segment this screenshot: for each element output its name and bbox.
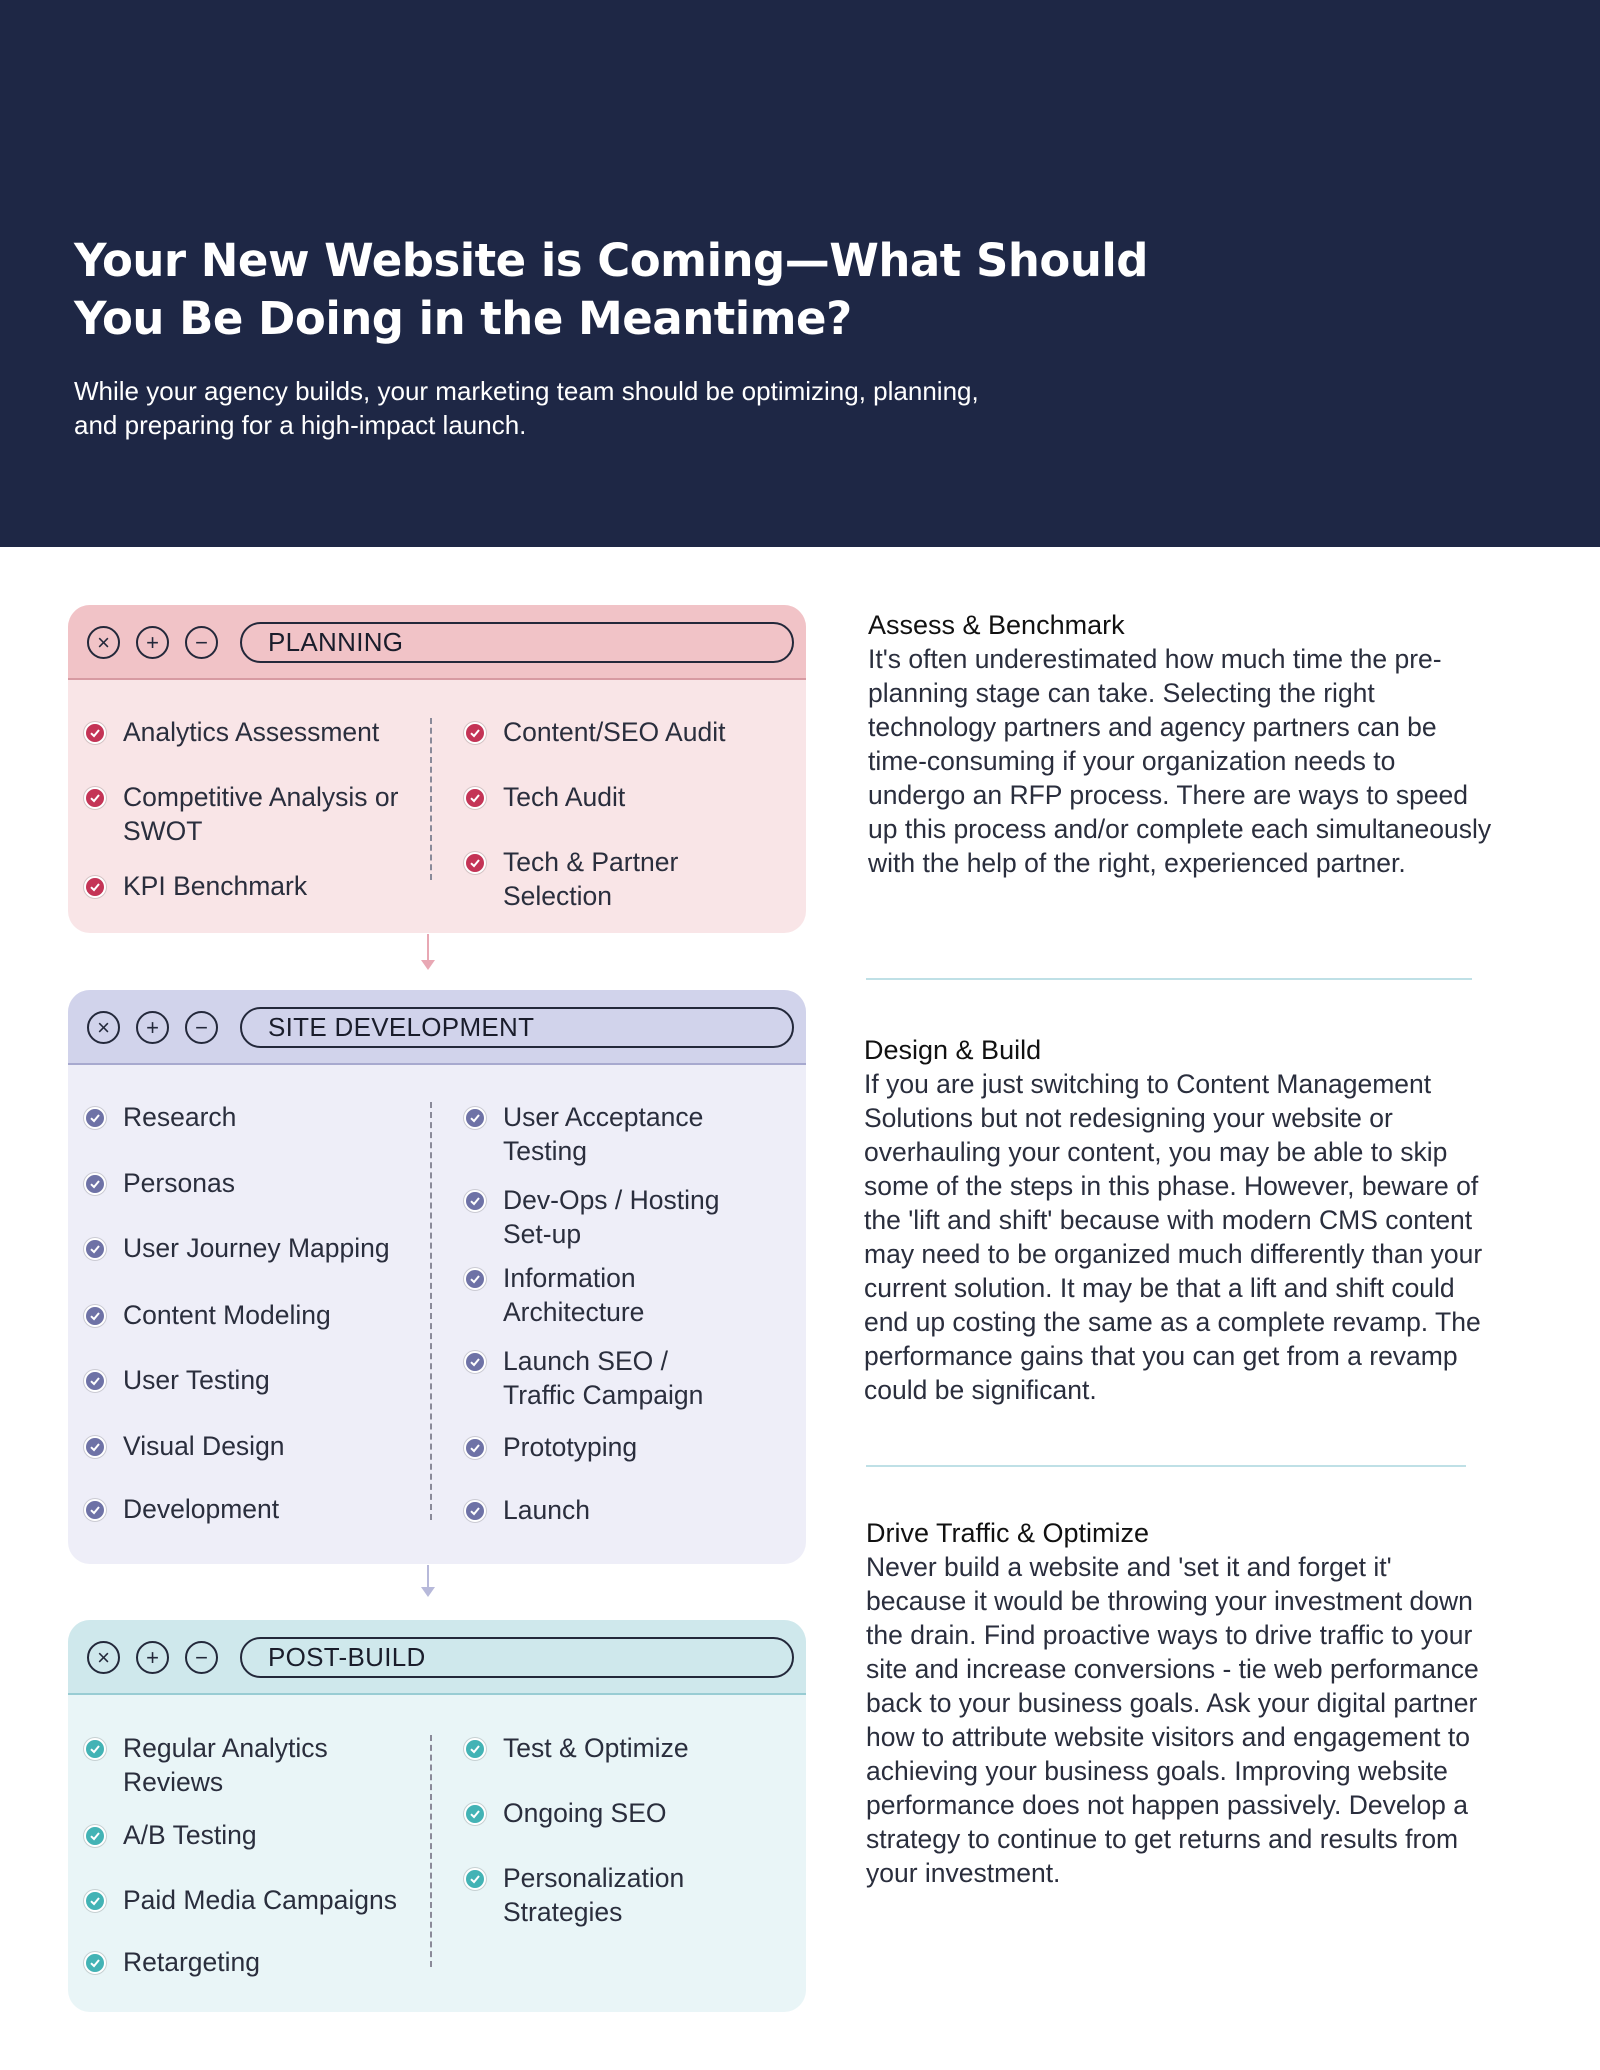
- list-item: Prototyping: [464, 1430, 764, 1464]
- list-item: Tech Audit: [464, 780, 774, 814]
- list-item: Competitive Analysis or SWOT: [84, 780, 414, 848]
- list-item: Analytics Assessment: [84, 715, 414, 749]
- list-item: Information Architecture: [464, 1261, 714, 1329]
- check-icon: [464, 787, 486, 809]
- list-item: Test & Optimize: [464, 1731, 764, 1765]
- phase-title: POST-BUILD: [240, 1637, 794, 1678]
- list-item: User Acceptance Testing: [464, 1100, 744, 1168]
- post-build-card: [68, 1620, 806, 2012]
- site-development-card: [68, 990, 806, 1564]
- list-item: Launch SEO / Traffic Campaign: [464, 1344, 734, 1412]
- check-icon: [84, 1499, 106, 1521]
- phase-title: SITE DEVELOPMENT: [240, 1007, 794, 1048]
- check-icon: [464, 852, 486, 874]
- minus-icon[interactable]: −: [185, 1641, 218, 1674]
- check-icon: [464, 1500, 486, 1522]
- check-icon: [84, 876, 106, 898]
- close-icon[interactable]: ×: [87, 1011, 120, 1044]
- plus-icon[interactable]: +: [136, 1641, 169, 1674]
- column-divider: [430, 718, 432, 880]
- arrow-down-icon: [421, 960, 435, 970]
- planning-card: [68, 605, 806, 933]
- check-icon: [464, 1268, 486, 1290]
- section-body: Never build a website and 'set it and forget it' because it would be throwing your investment down the drain. Find proactive ways to drive traffic to your site and increase conversions - tie web performance back to your business goals. Ask your digital partner how to attribute website visitors and engagement to achieving your business goals. Improving website performance does not happen passively. Develop a strategy to continue to get returns and results from your investment.: [866, 1552, 1479, 1888]
- section-design-build: [864, 1033, 1494, 1407]
- check-icon: [464, 1107, 486, 1129]
- arrow-down-icon: [421, 1587, 435, 1597]
- list-item: Personas: [84, 1166, 424, 1200]
- page-subtitle: While your agency builds, your marketing team should be optimizing, planning, and preparing for a high-impact launch.: [74, 376, 979, 440]
- plus-icon[interactable]: +: [136, 1011, 169, 1044]
- close-icon[interactable]: ×: [87, 1641, 120, 1674]
- check-icon: [84, 787, 106, 809]
- list-item: Content Modeling: [84, 1298, 424, 1332]
- hero-banner: [0, 0, 1600, 547]
- post-build-header: [68, 1620, 806, 1695]
- check-icon: [84, 1952, 106, 1974]
- close-icon[interactable]: ×: [87, 626, 120, 659]
- section-body: If you are just switching to Content Management Solutions but not redesigning your website or overhauling your content, you may be able to skip some of the steps in this phase. However, beware of the 'lift and shift' because with modern CMS content may need to be organized much differently than your current solution. It may be that a lift and shift could end up costing the same as a complete revamp. The performance gains that you can get from a revamp could be significant.: [864, 1069, 1483, 1405]
- list-item: Dev-Ops / Hosting Set-up: [464, 1183, 734, 1251]
- list-item: Visual Design: [84, 1429, 424, 1463]
- list-item: Launch: [464, 1493, 764, 1527]
- minus-icon[interactable]: −: [185, 626, 218, 659]
- section-assess-benchmark: [868, 608, 1508, 880]
- section-heading: Design & Build: [864, 1035, 1042, 1065]
- section-body: It's often underestimated how much time the pre-planning stage can take. Selecting the right technology partners and agency partners can be time-consuming if your organization needs to undergo an RFP process. There are ways to speed up this process and/or complete each simultaneously with the help of the right, experienced partner.: [868, 644, 1492, 878]
- flow-arrow: [427, 934, 429, 962]
- list-item: Development: [84, 1492, 424, 1526]
- check-icon: [84, 1238, 106, 1260]
- section-drive-traffic: [866, 1516, 1486, 1890]
- check-icon: [464, 722, 486, 744]
- check-icon: [464, 1190, 486, 1212]
- list-item: Ongoing SEO: [464, 1796, 764, 1830]
- site-development-header: [68, 990, 806, 1065]
- check-icon: [84, 722, 106, 744]
- section-heading: Assess & Benchmark: [868, 610, 1125, 640]
- check-icon: [84, 1825, 106, 1847]
- list-item: Retargeting: [84, 1945, 424, 1979]
- section-divider: [866, 978, 1472, 980]
- check-icon: [464, 1437, 486, 1459]
- phase-title: PLANNING: [240, 622, 794, 663]
- list-item: Research: [84, 1100, 424, 1134]
- check-icon: [84, 1890, 106, 1912]
- plus-icon[interactable]: +: [136, 626, 169, 659]
- column-divider: [430, 1102, 432, 1520]
- flow-arrow: [427, 1565, 429, 1589]
- list-item: Paid Media Campaigns: [84, 1883, 424, 1917]
- check-icon: [464, 1868, 486, 1890]
- list-item: Regular Analytics Reviews: [84, 1731, 364, 1799]
- minus-icon[interactable]: −: [185, 1011, 218, 1044]
- check-icon: [464, 1803, 486, 1825]
- list-item: Personalization Strategies: [464, 1861, 724, 1929]
- planning-header: [68, 605, 806, 680]
- list-item: User Journey Mapping: [84, 1231, 424, 1265]
- check-icon: [84, 1436, 106, 1458]
- page-title: Your New Website is Coming—What Should You Be Doing in the Meantime?: [74, 234, 1148, 345]
- check-icon: [84, 1305, 106, 1327]
- list-item: Content/SEO Audit: [464, 715, 774, 749]
- list-item: KPI Benchmark: [84, 869, 414, 903]
- check-icon: [84, 1738, 106, 1760]
- section-divider: [866, 1465, 1466, 1467]
- check-icon: [464, 1738, 486, 1760]
- check-icon: [84, 1107, 106, 1129]
- check-icon: [84, 1173, 106, 1195]
- list-item: A/B Testing: [84, 1818, 424, 1852]
- column-divider: [430, 1735, 432, 1967]
- section-heading: Drive Traffic & Optimize: [866, 1518, 1150, 1548]
- list-item: User Testing: [84, 1363, 424, 1397]
- check-icon: [84, 1370, 106, 1392]
- list-item: Tech & Partner Selection: [464, 845, 684, 913]
- check-icon: [464, 1351, 486, 1373]
